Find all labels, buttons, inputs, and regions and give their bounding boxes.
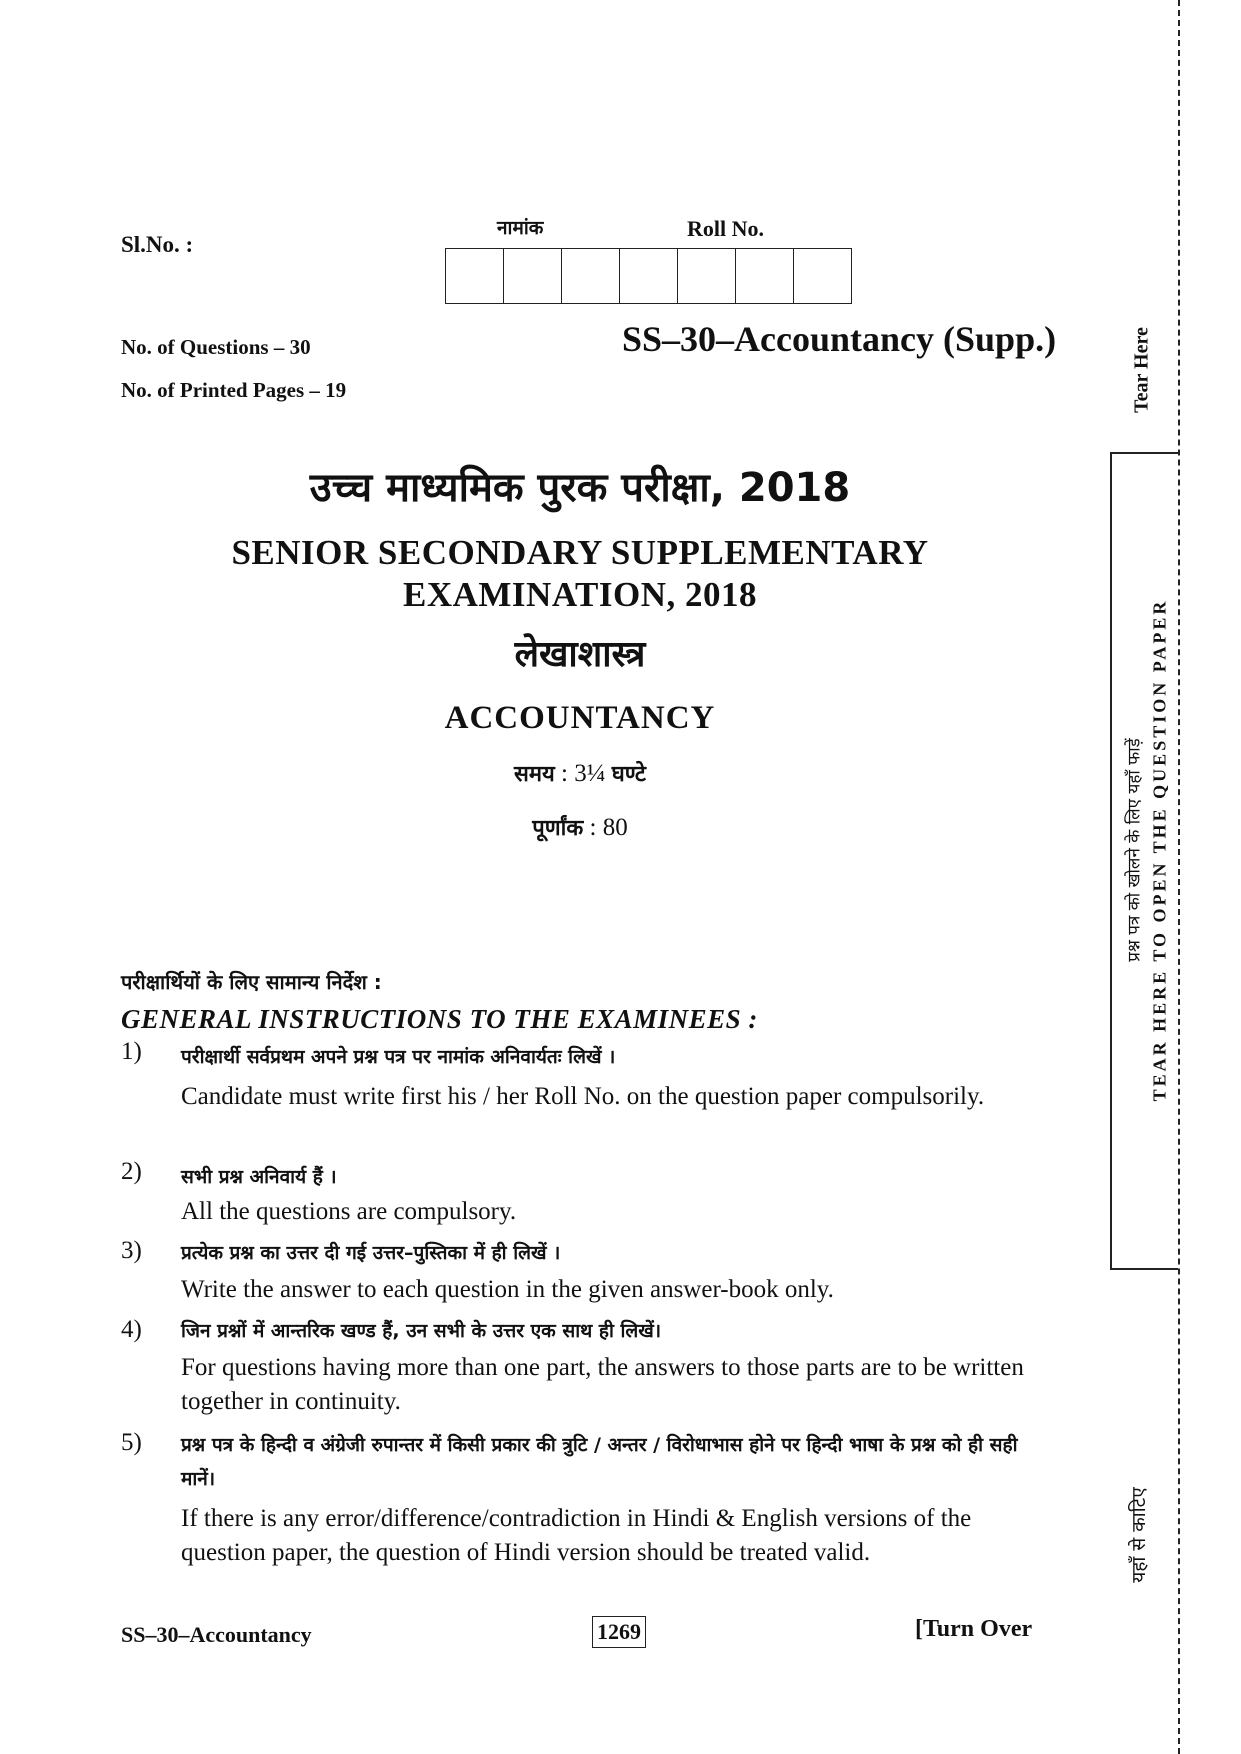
instruction-english: All the questions are compulsory. xyxy=(181,1198,517,1225)
cut-here-text: यहाँ से काटिए xyxy=(1128,1487,1150,1583)
tear-line xyxy=(1178,0,1180,1754)
marks-value: : 80 xyxy=(583,814,628,841)
footer-paper-code: SS–30–Accountancy xyxy=(121,1622,312,1647)
roll-number-box[interactable] xyxy=(678,248,736,304)
roll-number-box[interactable] xyxy=(562,248,620,304)
maximum-marks xyxy=(0,812,1160,842)
instruction-number: 2) xyxy=(121,1158,142,1185)
instructions-heading-english: GENERAL INSTRUCTIONS TO THE EXAMINEES : xyxy=(121,1004,758,1034)
roll-number-label: Roll No. xyxy=(687,216,764,241)
subject-title-hindi: लेखाशास्त्र xyxy=(514,634,646,675)
roll-number-box[interactable] xyxy=(504,248,562,304)
tear-here-text: Tear Here xyxy=(1130,327,1153,413)
tear-here-label xyxy=(1112,300,1172,440)
instruction-hindi: प्रश्न पत्र के हिन्दी व अंग्रेजी रुपान्तर में किसी प्रकार की त्रुटि / अन्तर / विरोधाभास होने पर हिन्दी भाषा के प्रश्न को ही सही मानें। xyxy=(181,1434,1018,1490)
page-code-box: 1269 xyxy=(592,1616,646,1648)
instruction-hindi: सभी प्रश्न अनिवार्य हैं । xyxy=(181,1166,337,1188)
instruction-number: 3) xyxy=(121,1237,142,1264)
paper-code-heading: SS–30–Accountancy (Supp.) xyxy=(622,319,1057,359)
instruction-hindi: परीक्षार्थी सर्वप्रथम अपने प्रश्न पत्र पर नामांक अनिवार्यतः लिखें । xyxy=(181,1046,616,1068)
time-allowed xyxy=(0,758,1160,788)
tear-instruction-english-text: TEAR HERE TO OPEN THE QUESTION PAPER xyxy=(1149,598,1170,1102)
number-of-printed-pages: No. of Printed Pages – 19 xyxy=(121,378,347,402)
roll-number-label-hindi: नामांक xyxy=(497,217,544,239)
number-of-questions: No. of Questions – 30 xyxy=(121,335,311,359)
roll-number-box[interactable] xyxy=(620,248,678,304)
instruction-hindi: प्रत्येक प्रश्न का उत्तर दी गई उत्तर–पुस्तिका में ही लिखें । xyxy=(181,1242,561,1264)
roll-number-box[interactable] xyxy=(794,248,852,304)
exam-title-hindi: उच्च माध्यमिक पुरक परीक्षा, 2018 xyxy=(309,465,851,511)
instruction-hindi: जिन प्रश्नों में आन्तरिक खण्ड हैं, उन सभी के उत्तर एक साथ ही लिखें। xyxy=(181,1320,662,1342)
instruction-english: For questions having more than one part, the answers to those parts are to be written together in continuity. xyxy=(181,1354,1024,1415)
instruction-number: 4) xyxy=(121,1316,142,1343)
time-label: समय xyxy=(513,762,555,787)
instruction-english: Write the answer to each question in the given answer-book only. xyxy=(181,1276,834,1303)
instruction-number: 5) xyxy=(121,1429,142,1456)
roll-number-boxes xyxy=(445,248,852,304)
serial-number-label: Sl.No. : xyxy=(121,232,194,257)
time-unit: घण्टे xyxy=(611,762,647,787)
exam-title-english-line1: SENIOR SECONDARY SUPPLEMENTARY xyxy=(231,533,929,572)
instructions-heading-hindi: परीक्षार्थियों के लिए सामान्य निर्देश : xyxy=(121,970,382,994)
exam-title-english-line2: EXAMINATION, 2018 xyxy=(403,575,757,614)
roll-number-box[interactable] xyxy=(736,248,794,304)
instruction-number: 1) xyxy=(121,1038,142,1065)
tear-instruction-hindi-text: प्रश्न पत्र को खोलने के लिए यहाँ फाड़ें xyxy=(1124,738,1145,962)
time-value: : 3¼ xyxy=(554,760,612,787)
instruction-english: Candidate must write first his / her Roll No. on the question paper compulsorily. xyxy=(181,1083,985,1110)
subject-title-english: ACCOUNTANCY xyxy=(444,700,716,736)
roll-number-box[interactable] xyxy=(446,248,504,304)
instruction-english: If there is any error/difference/contradiction in Hindi & English versions of the question paper, the question of Hindi version should be treated valid. xyxy=(181,1505,972,1566)
marks-label: पूर्णांक xyxy=(532,816,584,841)
turn-over-label: [Turn Over xyxy=(915,1616,1033,1642)
cut-here-label xyxy=(1118,1460,1158,1610)
